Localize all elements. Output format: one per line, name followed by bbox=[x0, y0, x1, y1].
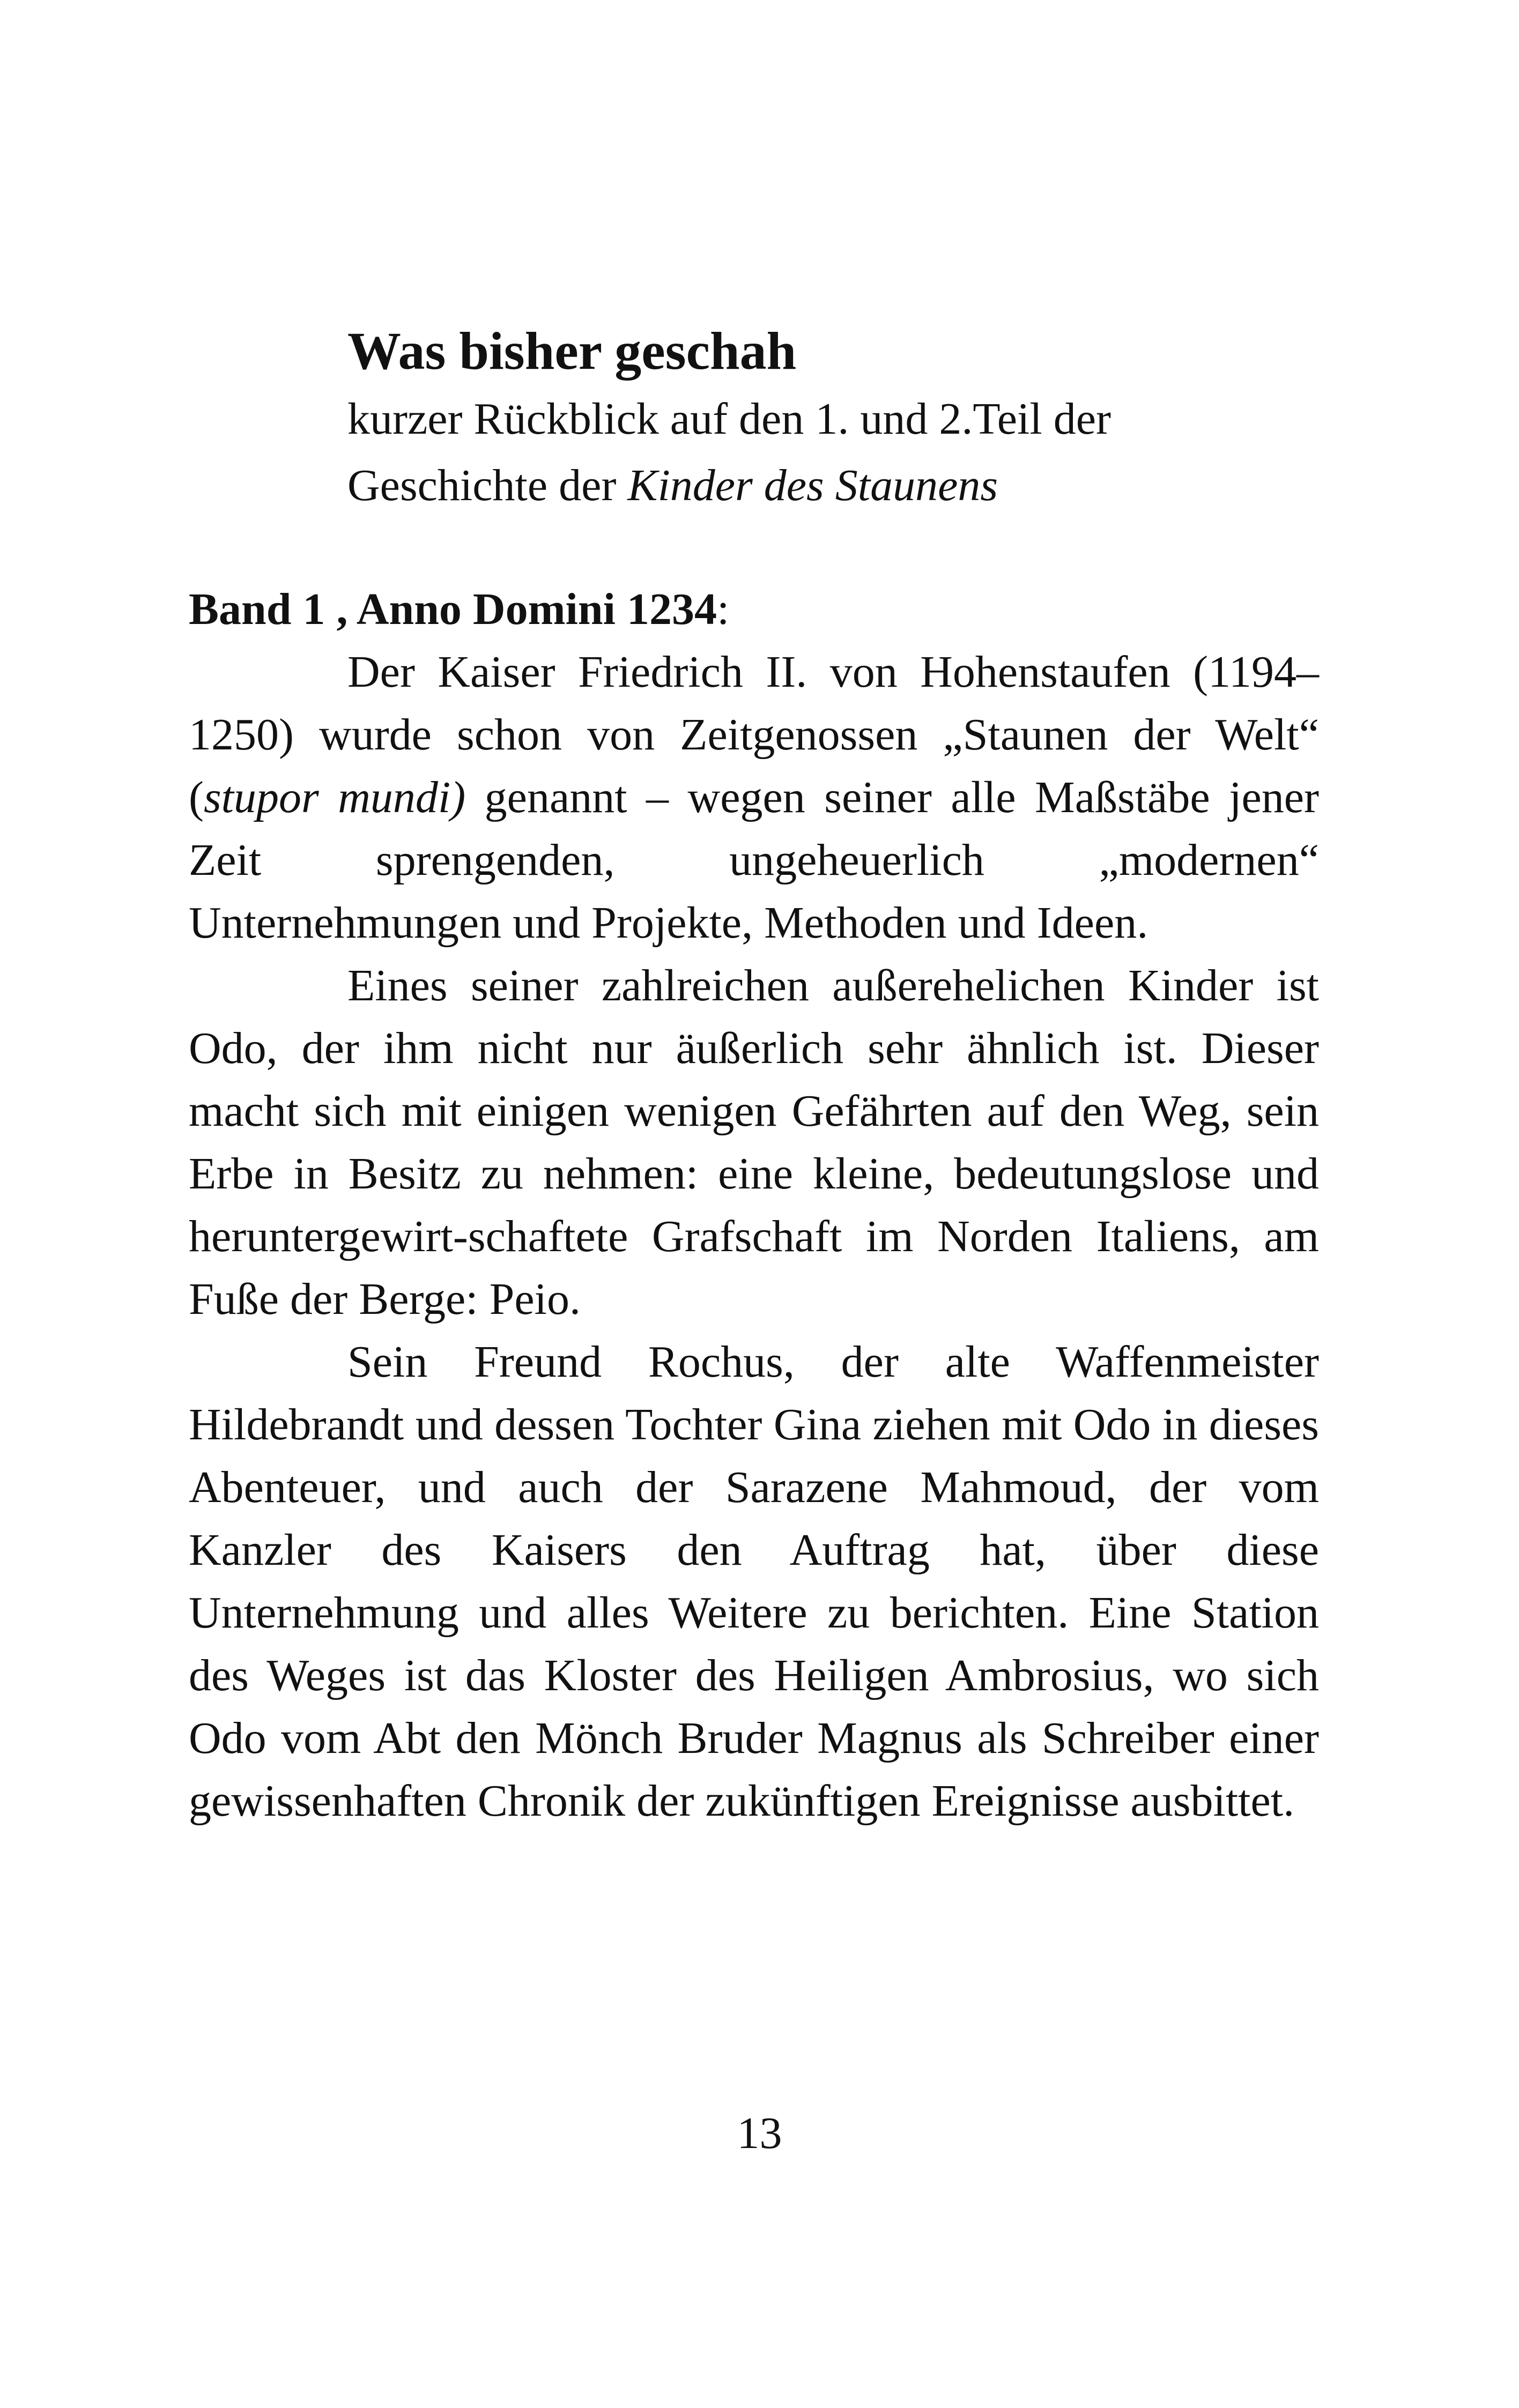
paragraph-3: Sein Freund Rochus, der alte Waffenmeister Hildebrandt und dessen Tochter Gina ziehen mit Odo in dieses Abenteuer, und auch der Sarazene Mahmoud, der vom Kanzler des Kaisers den Auftrag hat, über diese Unternehmung und alles Weitere zu berichten. Eine Station des Weges ist das Kloster des Heiligen Ambrosius, wo sich Odo vom Abt den Mönch Bruder Magnus als Schreiber einer gewissenhaften Chronik der zukünftigen Ereignisse ausbittet. bbox=[189, 1337, 1319, 1826]
page-number: 13 bbox=[737, 2108, 782, 2158]
subtitle-book-title: Kinder des Staunens bbox=[627, 460, 998, 510]
section-label bbox=[189, 578, 1319, 641]
paragraph-1 bbox=[189, 641, 1319, 954]
section-label-bold: Band 1 , Anno Domini 1234 bbox=[189, 584, 717, 634]
chapter-heading bbox=[347, 316, 1366, 519]
subtitle-prefix: Geschichte der bbox=[347, 460, 628, 510]
paragraph-2: Eines seiner zahlreichen außerehelichen Kinder ist Odo, der ihm nicht nur äußerlich sehr ähnlich ist. Dieser macht sich mit einigen wenigen Gefährten auf den Weg, sein Erbe in Besitz zu nehmen: eine kleine, bedeutungslose und heruntergewirt-schaftete Grafschaft im Norden Italiens, am Fuße der Berge: Peio. bbox=[189, 961, 1319, 1324]
chapter-subtitle-line-2 bbox=[347, 452, 1366, 519]
paragraph-1-part-1: Der Kaiser Friedrich II. von Hohenstaufen (1194–1250) wurde schon von Zeitgenossen „Staunen der Welt“ ( bbox=[189, 647, 1319, 822]
body-text bbox=[189, 578, 1319, 1832]
paragraph-1-part-2: genannt – wegen seiner alle Maßstäbe jener Zeit sprengenden, ungeheuerlich „modernen“ Unternehmungen und Projekte, Methoden und Ideen. bbox=[189, 772, 1319, 948]
chapter-title: Was bisher geschah bbox=[347, 321, 797, 381]
chapter-subtitle-line-1: kurzer Rückblick auf den 1. und 2.Teil der bbox=[347, 394, 1111, 444]
section-label-colon: : bbox=[716, 584, 730, 634]
paragraph-1-latin-term: stupor mundi) bbox=[203, 772, 466, 822]
